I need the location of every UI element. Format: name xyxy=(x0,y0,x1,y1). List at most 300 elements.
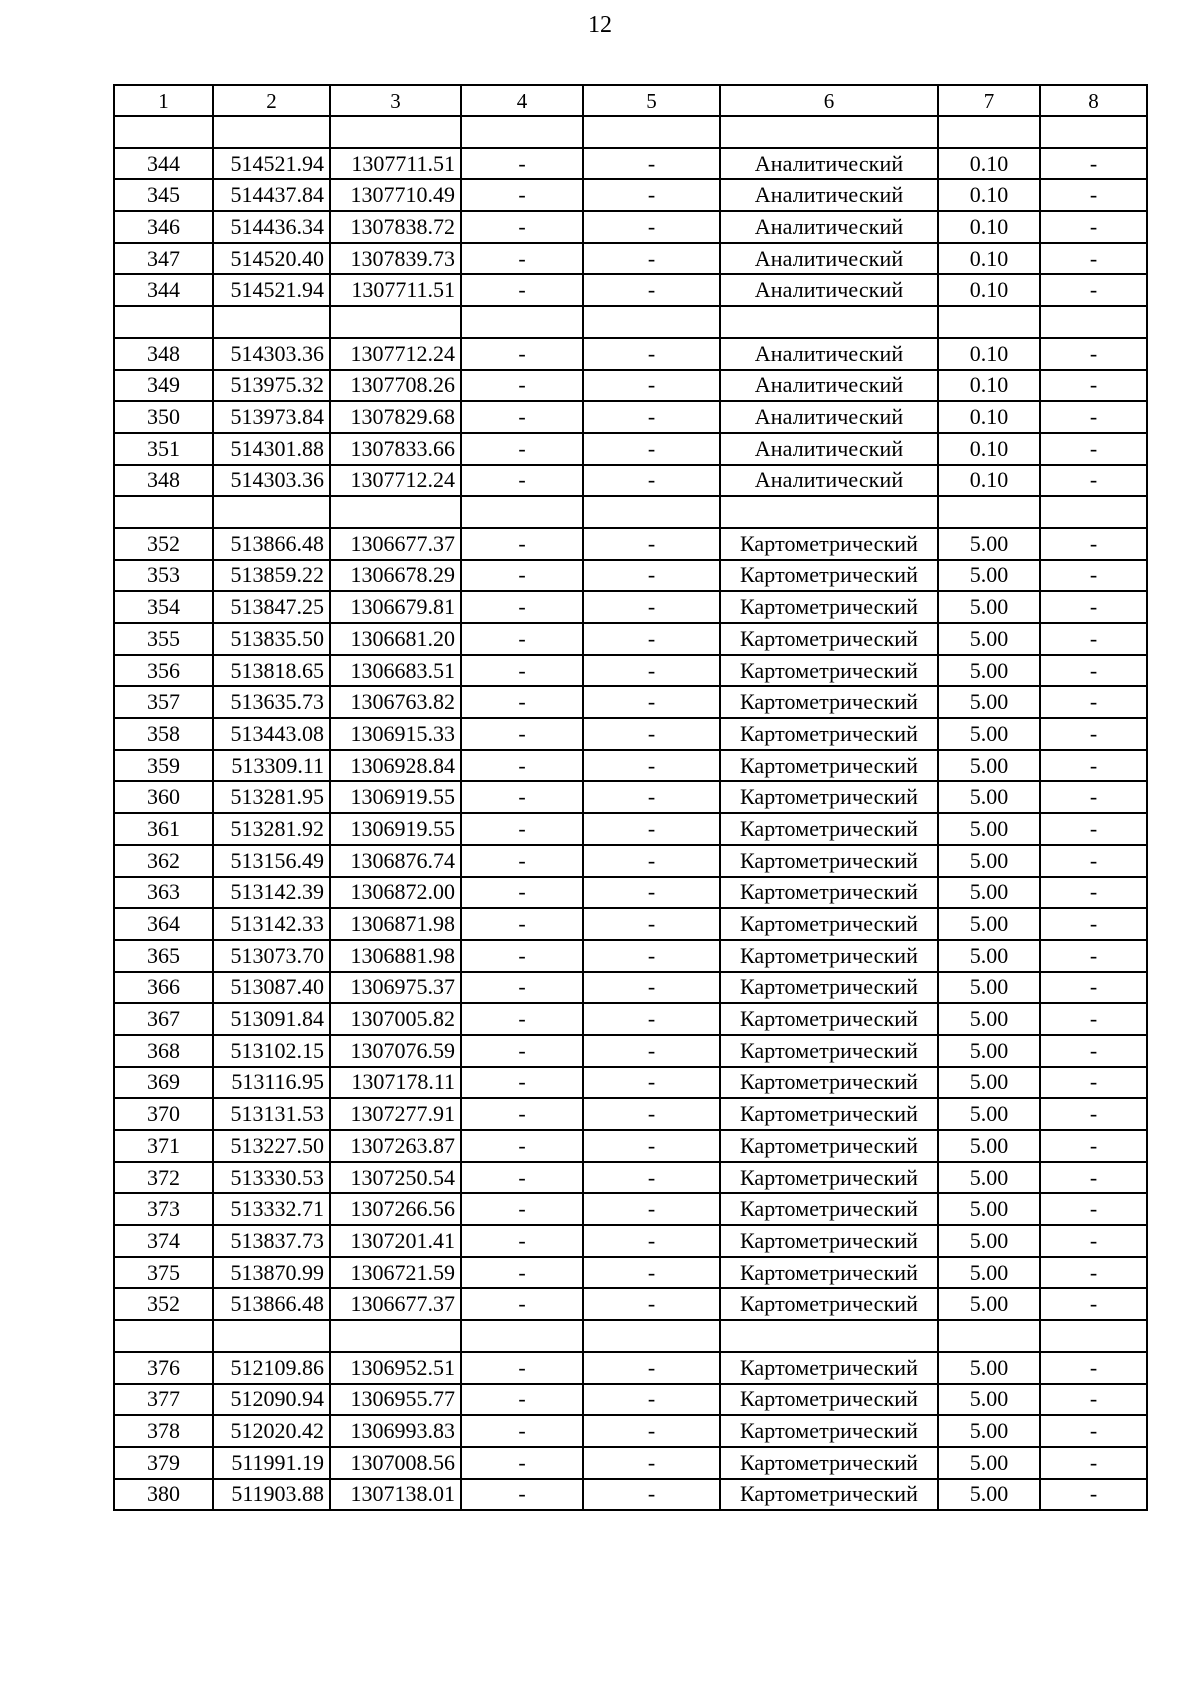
table-cell-col-4: - xyxy=(461,1225,583,1257)
table-cell-col-4 xyxy=(461,116,583,148)
table-cell-col-7: 5.00 xyxy=(938,908,1040,940)
table-cell-col-5: - xyxy=(583,528,720,560)
table-cell-col-5: - xyxy=(583,718,720,750)
table-cell-col-4 xyxy=(461,1320,583,1352)
table-row xyxy=(114,1479,1147,1511)
table-row xyxy=(114,433,1147,465)
table-cell-col-8: - xyxy=(1040,591,1147,623)
table-cell-col-1 xyxy=(114,1320,213,1352)
table-cell-col-5: - xyxy=(583,750,720,782)
table-cell-col-1: 363 xyxy=(114,877,213,909)
table-cell-col-8: - xyxy=(1040,1098,1147,1130)
table-cell-col-5: - xyxy=(583,1415,720,1447)
table-cell-col-4: - xyxy=(461,686,583,718)
table-cell-col-8: - xyxy=(1040,623,1147,655)
table-cell-col-2: 513102.15 xyxy=(213,1035,330,1067)
table-cell-col-1: 352 xyxy=(114,528,213,560)
table-cell-col-8: - xyxy=(1040,1130,1147,1162)
table-cell-col-8: - xyxy=(1040,528,1147,560)
table-cell-col-5: - xyxy=(583,243,720,275)
table-cell-col-6: Картометрический xyxy=(720,1193,938,1225)
table-cell-col-3: 1307277.91 xyxy=(330,1098,461,1130)
table-cell-col-8: - xyxy=(1040,1225,1147,1257)
table-cell-col-3 xyxy=(330,1320,461,1352)
table-cell-col-2: 513281.95 xyxy=(213,781,330,813)
table-cell-col-8: - xyxy=(1040,560,1147,592)
table-cell-col-3: 1306876.74 xyxy=(330,845,461,877)
table-cell-col-7: 5.00 xyxy=(938,1193,1040,1225)
table-cell-col-4 xyxy=(461,306,583,338)
table-cell-col-4: - xyxy=(461,623,583,655)
table-cell-col-6: Аналитический xyxy=(720,274,938,306)
table-cell-col-1: 371 xyxy=(114,1130,213,1162)
table-cell-col-4: - xyxy=(461,877,583,909)
table-cell-col-8: - xyxy=(1040,686,1147,718)
table-cell-col-2: 514520.40 xyxy=(213,243,330,275)
table-cell-col-5: - xyxy=(583,338,720,370)
table-cell-col-8: - xyxy=(1040,433,1147,465)
table-cell-col-1: 374 xyxy=(114,1225,213,1257)
table-cell-col-3: 1306952.51 xyxy=(330,1352,461,1384)
table-cell-col-3: 1307076.59 xyxy=(330,1035,461,1067)
table-cell-col-7: 0.10 xyxy=(938,211,1040,243)
column-header-1: 1 xyxy=(114,85,213,116)
table-cell-col-4: - xyxy=(461,1130,583,1162)
table-cell-col-4: - xyxy=(461,179,583,211)
table-cell-col-3: 1307250.54 xyxy=(330,1162,461,1194)
table-cell-col-7: 5.00 xyxy=(938,1035,1040,1067)
table-cell-col-5: - xyxy=(583,591,720,623)
table-cell-col-4: - xyxy=(461,908,583,940)
table-cell-col-2: 513156.49 xyxy=(213,845,330,877)
table-cell-col-1: 346 xyxy=(114,211,213,243)
table-cell-col-5 xyxy=(583,116,720,148)
table-cell-col-6: Картометрический xyxy=(720,1098,938,1130)
table-cell-col-4: - xyxy=(461,370,583,402)
table-cell-col-2 xyxy=(213,306,330,338)
table-cell-col-5: - xyxy=(583,179,720,211)
table-cell-col-6: Картометрический xyxy=(720,750,938,782)
table-cell-col-1: 344 xyxy=(114,148,213,180)
table-cell-col-1: 353 xyxy=(114,560,213,592)
table-cell-col-1: 373 xyxy=(114,1193,213,1225)
table-cell-col-3: 1307008.56 xyxy=(330,1447,461,1479)
table-cell-col-7: 5.00 xyxy=(938,781,1040,813)
table-cell-col-6: Картометрический xyxy=(720,1225,938,1257)
table-cell-col-2: 513142.33 xyxy=(213,908,330,940)
table-cell-col-7 xyxy=(938,116,1040,148)
table-cell-col-3: 1306683.51 xyxy=(330,655,461,687)
table-cell-col-7: 5.00 xyxy=(938,845,1040,877)
table-cell-col-1: 380 xyxy=(114,1479,213,1511)
coordinates-table xyxy=(113,84,1148,1511)
table-cell-col-5: - xyxy=(583,1479,720,1511)
table-cell-col-5: - xyxy=(583,1098,720,1130)
table-row xyxy=(114,370,1147,402)
table-cell-col-1: 348 xyxy=(114,338,213,370)
table-cell-col-2 xyxy=(213,1320,330,1352)
table-cell-col-6: Аналитический xyxy=(720,401,938,433)
table-cell-col-7: 5.00 xyxy=(938,623,1040,655)
table-cell-col-1: 355 xyxy=(114,623,213,655)
table-cell-col-1: 352 xyxy=(114,1288,213,1320)
table-cell-col-1: 356 xyxy=(114,655,213,687)
table-cell-col-7: 5.00 xyxy=(938,813,1040,845)
table-cell-col-4: - xyxy=(461,1415,583,1447)
table-row xyxy=(114,1162,1147,1194)
table-cell-col-6 xyxy=(720,1320,938,1352)
table-cell-col-6: Картометрический xyxy=(720,718,938,750)
table-cell-col-6: Картометрический xyxy=(720,1003,938,1035)
table-cell-col-2: 514436.34 xyxy=(213,211,330,243)
table-cell-col-5: - xyxy=(583,877,720,909)
table-cell-col-2 xyxy=(213,116,330,148)
table-row xyxy=(114,211,1147,243)
table-cell-col-2: 513859.22 xyxy=(213,560,330,592)
table-row xyxy=(114,401,1147,433)
table-cell-col-7: 0.10 xyxy=(938,148,1040,180)
table-cell-col-6: Картометрический xyxy=(720,1447,938,1479)
table-row xyxy=(114,274,1147,306)
table-cell-col-8: - xyxy=(1040,274,1147,306)
table-header-row xyxy=(114,85,1147,116)
table-cell-col-4: - xyxy=(461,1257,583,1289)
table-cell-col-2: 513131.53 xyxy=(213,1098,330,1130)
table-cell-col-8: - xyxy=(1040,243,1147,275)
table-cell-col-8: - xyxy=(1040,211,1147,243)
table-cell-col-1: 377 xyxy=(114,1384,213,1416)
table-cell-col-8: - xyxy=(1040,655,1147,687)
table-cell-col-8: - xyxy=(1040,877,1147,909)
table-cell-col-6: Картометрический xyxy=(720,1067,938,1099)
table-cell-col-6: Картометрический xyxy=(720,940,938,972)
table-cell-col-3: 1307833.66 xyxy=(330,433,461,465)
table-cell-col-6: Картометрический xyxy=(720,908,938,940)
table-row xyxy=(114,686,1147,718)
table-cell-col-3: 1306919.55 xyxy=(330,781,461,813)
column-header-7: 7 xyxy=(938,85,1040,116)
table-cell-col-1: 354 xyxy=(114,591,213,623)
table-cell-col-5: - xyxy=(583,655,720,687)
table-cell-col-8: - xyxy=(1040,1384,1147,1416)
table-cell-col-4: - xyxy=(461,845,583,877)
table-cell-col-3 xyxy=(330,306,461,338)
table-cell-col-4: - xyxy=(461,1035,583,1067)
table-cell-col-7: 5.00 xyxy=(938,1098,1040,1130)
table-body xyxy=(114,85,1147,1510)
table-cell-col-5: - xyxy=(583,1067,720,1099)
table-cell-col-7 xyxy=(938,496,1040,528)
table-cell-col-5: - xyxy=(583,274,720,306)
table-cell-col-3: 1307712.24 xyxy=(330,338,461,370)
table-row xyxy=(114,750,1147,782)
table-cell-col-4: - xyxy=(461,465,583,497)
table-row xyxy=(114,845,1147,877)
table-cell-col-3: 1306763.82 xyxy=(330,686,461,718)
table-row xyxy=(114,1130,1147,1162)
table-cell-col-6: Картометрический xyxy=(720,1479,938,1511)
table-cell-col-6: Аналитический xyxy=(720,211,938,243)
table-cell-col-6 xyxy=(720,496,938,528)
table-cell-col-3: 1307712.24 xyxy=(330,465,461,497)
table-cell-col-8: - xyxy=(1040,940,1147,972)
column-header-2: 2 xyxy=(213,85,330,116)
table-cell-col-7: 0.10 xyxy=(938,401,1040,433)
table-cell-col-2: 513091.84 xyxy=(213,1003,330,1035)
table-cell-col-6: Картометрический xyxy=(720,1384,938,1416)
table-cell-col-1: 365 xyxy=(114,940,213,972)
table-cell-col-8 xyxy=(1040,496,1147,528)
table-cell-col-3: 1306993.83 xyxy=(330,1415,461,1447)
table-cell-col-2: 512090.94 xyxy=(213,1384,330,1416)
table-cell-col-5: - xyxy=(583,560,720,592)
table-cell-col-2: 513847.25 xyxy=(213,591,330,623)
table-row xyxy=(114,655,1147,687)
table-cell-col-6: Картометрический xyxy=(720,1352,938,1384)
table-cell-col-2: 513309.11 xyxy=(213,750,330,782)
table-row xyxy=(114,591,1147,623)
table-row xyxy=(114,972,1147,1004)
table-row xyxy=(114,306,1147,338)
table-cell-col-4: - xyxy=(461,940,583,972)
table-cell-col-5: - xyxy=(583,1035,720,1067)
table-cell-col-2: 513116.95 xyxy=(213,1067,330,1099)
table-cell-col-8 xyxy=(1040,1320,1147,1352)
table-cell-col-3: 1307711.51 xyxy=(330,148,461,180)
table-cell-col-1: 345 xyxy=(114,179,213,211)
table-cell-col-8: - xyxy=(1040,148,1147,180)
table-cell-col-3: 1307201.41 xyxy=(330,1225,461,1257)
table-row xyxy=(114,179,1147,211)
table-row xyxy=(114,623,1147,655)
table-cell-col-5 xyxy=(583,1320,720,1352)
table-cell-col-8: - xyxy=(1040,1035,1147,1067)
table-cell-col-6 xyxy=(720,116,938,148)
table-cell-col-1 xyxy=(114,496,213,528)
table-cell-col-7: 0.10 xyxy=(938,338,1040,370)
table-cell-col-4: - xyxy=(461,972,583,1004)
table-cell-col-2: 513975.32 xyxy=(213,370,330,402)
table-cell-col-7: 5.00 xyxy=(938,1479,1040,1511)
table-cell-col-4: - xyxy=(461,781,583,813)
table-cell-col-2: 513870.99 xyxy=(213,1257,330,1289)
table-cell-col-5: - xyxy=(583,623,720,655)
table-cell-col-6: Картометрический xyxy=(720,845,938,877)
table-cell-col-3: 1307263.87 xyxy=(330,1130,461,1162)
table-cell-col-3: 1306677.37 xyxy=(330,528,461,560)
table-cell-col-8: - xyxy=(1040,401,1147,433)
table-row xyxy=(114,116,1147,148)
table-cell-col-4: - xyxy=(461,148,583,180)
table-cell-col-5: - xyxy=(583,813,720,845)
table-cell-col-5: - xyxy=(583,686,720,718)
table-cell-col-4: - xyxy=(461,591,583,623)
table-cell-col-4: - xyxy=(461,1067,583,1099)
table-cell-col-4 xyxy=(461,496,583,528)
table-cell-col-1: 358 xyxy=(114,718,213,750)
table-cell-col-3: 1306975.37 xyxy=(330,972,461,1004)
table-cell-col-2: 514303.36 xyxy=(213,338,330,370)
table-cell-col-5: - xyxy=(583,1130,720,1162)
table-cell-col-7: 5.00 xyxy=(938,1384,1040,1416)
table-cell-col-5: - xyxy=(583,1447,720,1479)
table-cell-col-8: - xyxy=(1040,1479,1147,1511)
table-row xyxy=(114,781,1147,813)
table-cell-col-7: 5.00 xyxy=(938,1447,1040,1479)
table-cell-col-6: Аналитический xyxy=(720,243,938,275)
table-cell-col-2: 513281.92 xyxy=(213,813,330,845)
table-row xyxy=(114,1257,1147,1289)
table-cell-col-4: - xyxy=(461,433,583,465)
table-cell-col-3: 1307710.49 xyxy=(330,179,461,211)
column-header-3: 3 xyxy=(330,85,461,116)
table-cell-col-3: 1306928.84 xyxy=(330,750,461,782)
table-cell-col-8: - xyxy=(1040,1352,1147,1384)
table-cell-col-1: 379 xyxy=(114,1447,213,1479)
table-row xyxy=(114,877,1147,909)
table-cell-col-6 xyxy=(720,306,938,338)
table-cell-col-5: - xyxy=(583,1003,720,1035)
table-row xyxy=(114,496,1147,528)
table-cell-col-5: - xyxy=(583,1257,720,1289)
table-cell-col-7: 0.10 xyxy=(938,465,1040,497)
table-cell-col-4: - xyxy=(461,274,583,306)
table-row xyxy=(114,148,1147,180)
table-cell-col-3: 1307266.56 xyxy=(330,1193,461,1225)
table-cell-col-3: 1306677.37 xyxy=(330,1288,461,1320)
table-row xyxy=(114,528,1147,560)
table-cell-col-8: - xyxy=(1040,813,1147,845)
table-cell-col-6: Аналитический xyxy=(720,433,938,465)
table-row xyxy=(114,1415,1147,1447)
table-row xyxy=(114,1193,1147,1225)
table-cell-col-1: 349 xyxy=(114,370,213,402)
table-cell-col-8 xyxy=(1040,306,1147,338)
table-cell-col-4: - xyxy=(461,655,583,687)
table-cell-col-6: Аналитический xyxy=(720,370,938,402)
table-row xyxy=(114,1352,1147,1384)
table-cell-col-3: 1306955.77 xyxy=(330,1384,461,1416)
table-cell-col-3: 1307711.51 xyxy=(330,274,461,306)
table-cell-col-4: - xyxy=(461,243,583,275)
table-cell-col-5: - xyxy=(583,781,720,813)
table-cell-col-4: - xyxy=(461,1288,583,1320)
table-cell-col-4: - xyxy=(461,1162,583,1194)
table-cell-col-7: 5.00 xyxy=(938,1415,1040,1447)
table-cell-col-7: 0.10 xyxy=(938,243,1040,275)
table-cell-col-6: Картометрический xyxy=(720,1288,938,1320)
table-cell-col-7: 5.00 xyxy=(938,686,1040,718)
table-cell-col-7: 5.00 xyxy=(938,591,1040,623)
table-cell-col-5: - xyxy=(583,1162,720,1194)
table-cell-col-7: 0.10 xyxy=(938,433,1040,465)
table-cell-col-1: 375 xyxy=(114,1257,213,1289)
table-cell-col-7: 5.00 xyxy=(938,528,1040,560)
table-cell-col-1: 357 xyxy=(114,686,213,718)
table-cell-col-7: 5.00 xyxy=(938,972,1040,1004)
table-cell-col-8: - xyxy=(1040,845,1147,877)
table-row xyxy=(114,1447,1147,1479)
table-cell-col-8: - xyxy=(1040,179,1147,211)
table-cell-col-6: Аналитический xyxy=(720,465,938,497)
table-cell-col-7: 5.00 xyxy=(938,877,1040,909)
table-cell-col-6: Картометрический xyxy=(720,1257,938,1289)
table-cell-col-7: 5.00 xyxy=(938,718,1040,750)
table-cell-col-4: - xyxy=(461,1384,583,1416)
table-row xyxy=(114,1384,1147,1416)
table-cell-col-6: Картометрический xyxy=(720,623,938,655)
table-cell-col-1 xyxy=(114,306,213,338)
table-cell-col-3: 1306871.98 xyxy=(330,908,461,940)
table-cell-col-7: 5.00 xyxy=(938,655,1040,687)
table-cell-col-7: 5.00 xyxy=(938,1162,1040,1194)
table-cell-col-7 xyxy=(938,306,1040,338)
table-cell-col-6: Аналитический xyxy=(720,148,938,180)
table-cell-col-8: - xyxy=(1040,1257,1147,1289)
table-cell-col-5 xyxy=(583,496,720,528)
table-row xyxy=(114,1225,1147,1257)
table-cell-col-6: Картометрический xyxy=(720,813,938,845)
table-cell-col-6: Картометрический xyxy=(720,1130,938,1162)
table-cell-col-3: 1307838.72 xyxy=(330,211,461,243)
table-cell-col-2: 513332.71 xyxy=(213,1193,330,1225)
table-cell-col-2: 511903.88 xyxy=(213,1479,330,1511)
table-cell-col-8: - xyxy=(1040,370,1147,402)
column-header-5: 5 xyxy=(583,85,720,116)
table-row xyxy=(114,243,1147,275)
table-cell-col-7: 5.00 xyxy=(938,1067,1040,1099)
table-cell-col-2: 512109.86 xyxy=(213,1352,330,1384)
table-row xyxy=(114,1067,1147,1099)
table-cell-col-8: - xyxy=(1040,718,1147,750)
table-cell-col-8: - xyxy=(1040,1288,1147,1320)
table-cell-col-5: - xyxy=(583,1225,720,1257)
table-cell-col-7: 5.00 xyxy=(938,1130,1040,1162)
table-cell-col-7: 5.00 xyxy=(938,1352,1040,1384)
table-cell-col-6: Аналитический xyxy=(720,179,938,211)
table-cell-col-5: - xyxy=(583,1193,720,1225)
table-cell-col-1: 368 xyxy=(114,1035,213,1067)
table-cell-col-1: 366 xyxy=(114,972,213,1004)
table-cell-col-3: 1306872.00 xyxy=(330,877,461,909)
table-cell-col-3: 1306679.81 xyxy=(330,591,461,623)
table-cell-col-5: - xyxy=(583,433,720,465)
table-cell-col-8: - xyxy=(1040,908,1147,940)
table-cell-col-1: 369 xyxy=(114,1067,213,1099)
table-cell-col-3: 1306678.29 xyxy=(330,560,461,592)
table-cell-col-3: 1306915.33 xyxy=(330,718,461,750)
table-cell-col-2: 514301.88 xyxy=(213,433,330,465)
table-cell-col-1: 370 xyxy=(114,1098,213,1130)
table-cell-col-3: 1307138.01 xyxy=(330,1479,461,1511)
table-cell-col-6: Картометрический xyxy=(720,877,938,909)
table-cell-col-7: 5.00 xyxy=(938,750,1040,782)
table-cell-col-5 xyxy=(583,306,720,338)
table-cell-col-4: - xyxy=(461,401,583,433)
table-cell-col-8: - xyxy=(1040,465,1147,497)
table-cell-col-7: 5.00 xyxy=(938,940,1040,972)
table-cell-col-5: - xyxy=(583,972,720,1004)
table-cell-col-4: - xyxy=(461,1479,583,1511)
table-cell-col-3: 1307005.82 xyxy=(330,1003,461,1035)
table-cell-col-8 xyxy=(1040,116,1147,148)
table-cell-col-6: Картометрический xyxy=(720,972,938,1004)
table-cell-col-4: - xyxy=(461,211,583,243)
table-cell-col-2: 514521.94 xyxy=(213,148,330,180)
column-header-4: 4 xyxy=(461,85,583,116)
table-cell-col-2: 513866.48 xyxy=(213,1288,330,1320)
table-cell-col-2: 513837.73 xyxy=(213,1225,330,1257)
